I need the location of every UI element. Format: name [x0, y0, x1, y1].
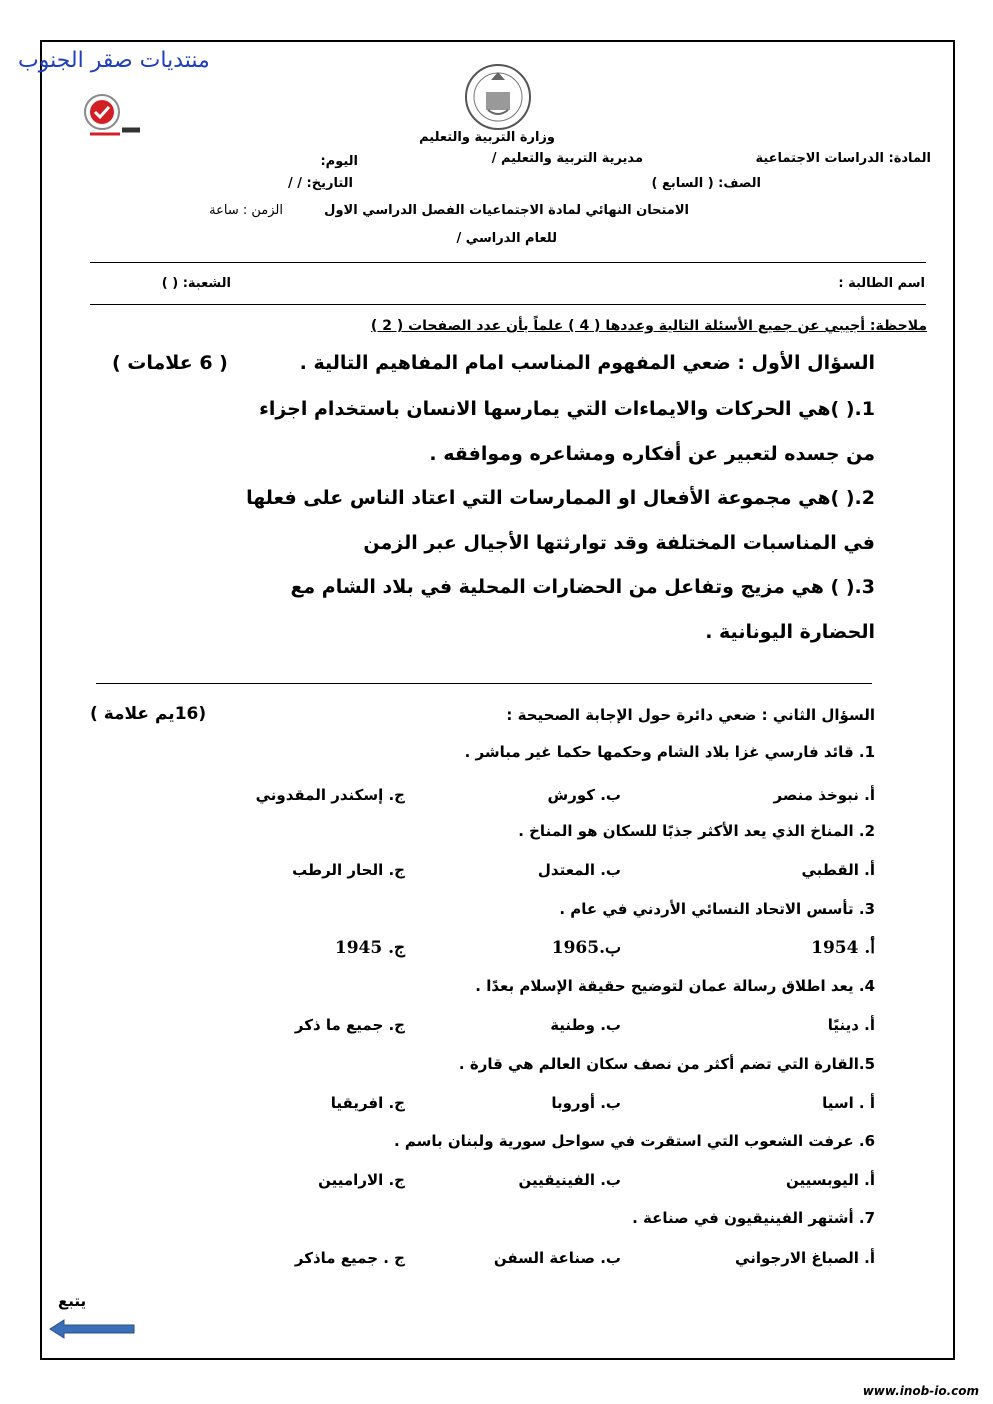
day-label: اليوم:: [320, 154, 358, 169]
mc-question: 1. قائد فارسي غزا بلاد الشام وحكمها حكما غير مباشر .: [464, 743, 875, 761]
mc-option-b[interactable]: ب. أوروبا: [551, 1094, 621, 1112]
mc-option-a[interactable]: أ . اسيا: [822, 1094, 875, 1112]
mc-question: 5.القارة التي تضم أكثر من نصف سكان العالم هي قارة .: [458, 1055, 875, 1073]
directorate-label: مديرية التربية والتعليم /: [491, 151, 643, 166]
mc-option-b[interactable]: ب. المعتدل: [537, 861, 621, 879]
mc-option-a[interactable]: أ. نبوخذ منصر: [773, 786, 875, 804]
mc-option-b[interactable]: ب. صناعة السفن: [493, 1249, 621, 1267]
mc-question: 7. أشتهر الفينيقيون في صناعة .: [632, 1209, 875, 1227]
mc-option-a[interactable]: أ. القطبي: [801, 861, 875, 879]
section-label: الشعبة: ( ): [161, 276, 231, 291]
exam-title: الامتحان النهائي لمادة الاجتماعيات الفصل الدراسي الاول: [324, 203, 689, 218]
mc-option-b[interactable]: ب. كورش: [547, 786, 621, 804]
mc-question: 4. يعد اطلاق رسالة عمان لتوضيح حقيقة الإسلام بعدًا .: [475, 977, 875, 995]
ministry-name: وزارة التربية والتعليم: [419, 130, 555, 145]
sgs-logo: [78, 90, 144, 142]
mc-question: 6. عرفت الشعوب التي استقرت في سواحل سورية ولبنان باسم .: [393, 1132, 875, 1150]
student-name-label: اسم الطالبة :: [838, 276, 925, 291]
divider: [96, 683, 872, 684]
left-arrow-icon[interactable]: [48, 1318, 138, 1340]
mc-option-c[interactable]: ج. 1945: [334, 938, 405, 958]
q2-title: السؤال الثاني : ضعي دائرة حول الإجابة الصحيحة :: [506, 706, 875, 724]
ministry-emblem: [458, 62, 538, 132]
watermark: منتديات صقر الجنوب: [18, 48, 210, 73]
q1-line: في المناسبات المختلفة وقد توارثتها الأجيال عبر الزمن: [363, 532, 875, 554]
instructions-note: ملاحظة: أجيبي عن جميع الأسئلة التالية وعددها ( 4 ) علماً بأن عدد الصفحات ( 2 ): [370, 318, 927, 334]
q1-line: الحضارة اليونانية .: [705, 621, 875, 643]
q1-line: 2.( )هي مجموعة الأفعال او الممارسات التي اعتاد الناس على فعلها: [246, 487, 875, 509]
mc-option-c[interactable]: ج . جميع ماذكر: [294, 1249, 405, 1267]
mc-question: 3. تأسس الاتحاد النسائي الأردني في عام .: [559, 900, 875, 918]
mc-option-c[interactable]: ج. إسكندر المقدوني: [255, 786, 405, 804]
mc-option-a[interactable]: أ. 1954: [811, 938, 875, 958]
mc-option-b[interactable]: ب. وطنية: [550, 1016, 621, 1034]
mc-option-b[interactable]: ب. الفينيقيين: [518, 1171, 621, 1189]
q2-marks: (16يم علامة ): [90, 704, 207, 724]
mc-option-c[interactable]: ج. افريقيا: [330, 1094, 405, 1112]
academic-year: للعام الدراسي /: [456, 231, 557, 246]
mc-option-b[interactable]: ب.1965: [551, 938, 621, 958]
footer-url[interactable]: www.inob-io.com: [862, 1384, 979, 1398]
time-label: الزمن : ساعة: [209, 203, 283, 218]
divider: [90, 304, 926, 305]
divider: [90, 262, 926, 263]
date-label: التاريخ: / /: [287, 176, 353, 191]
mc-question: 2. المناخ الذي يعد الأكثر جذبًا للسكان هو المناخ .: [518, 822, 875, 840]
q1-marks: ( 6 علامات ): [112, 352, 228, 374]
continue-label: يتبع: [58, 1292, 87, 1310]
q1-line: 3.( ) هي مزيج وتفاعل من الحضارات المحلية في بلاد الشام مع: [290, 576, 875, 598]
mc-option-c[interactable]: ج. الاراميين: [318, 1171, 405, 1189]
subject-label: المادة: الدراسات الاجتماعية: [755, 151, 931, 166]
mc-option-c[interactable]: ج. جميع ما ذكر: [294, 1016, 405, 1034]
grade-label: الصف: ( السابع ): [651, 176, 761, 191]
mc-option-a[interactable]: أ. اليوبسيين: [785, 1171, 875, 1189]
q1-line: 1.( )هي الحركات والايماءات التي يمارسها الانسان باستخدام اجزاء: [259, 398, 875, 420]
q1-line: من جسده لتعبير عن أفكاره ومشاعره وموافقه .: [429, 443, 875, 465]
mc-option-c[interactable]: ج. الحار الرطب: [292, 861, 405, 879]
mc-option-a[interactable]: أ. الصباغ الارجواني: [735, 1249, 875, 1267]
mc-option-a[interactable]: أ. دينيًا: [827, 1016, 875, 1034]
q1-title: السؤال الأول : ضعي المفهوم المناسب امام المفاهيم التالية .: [299, 352, 875, 374]
